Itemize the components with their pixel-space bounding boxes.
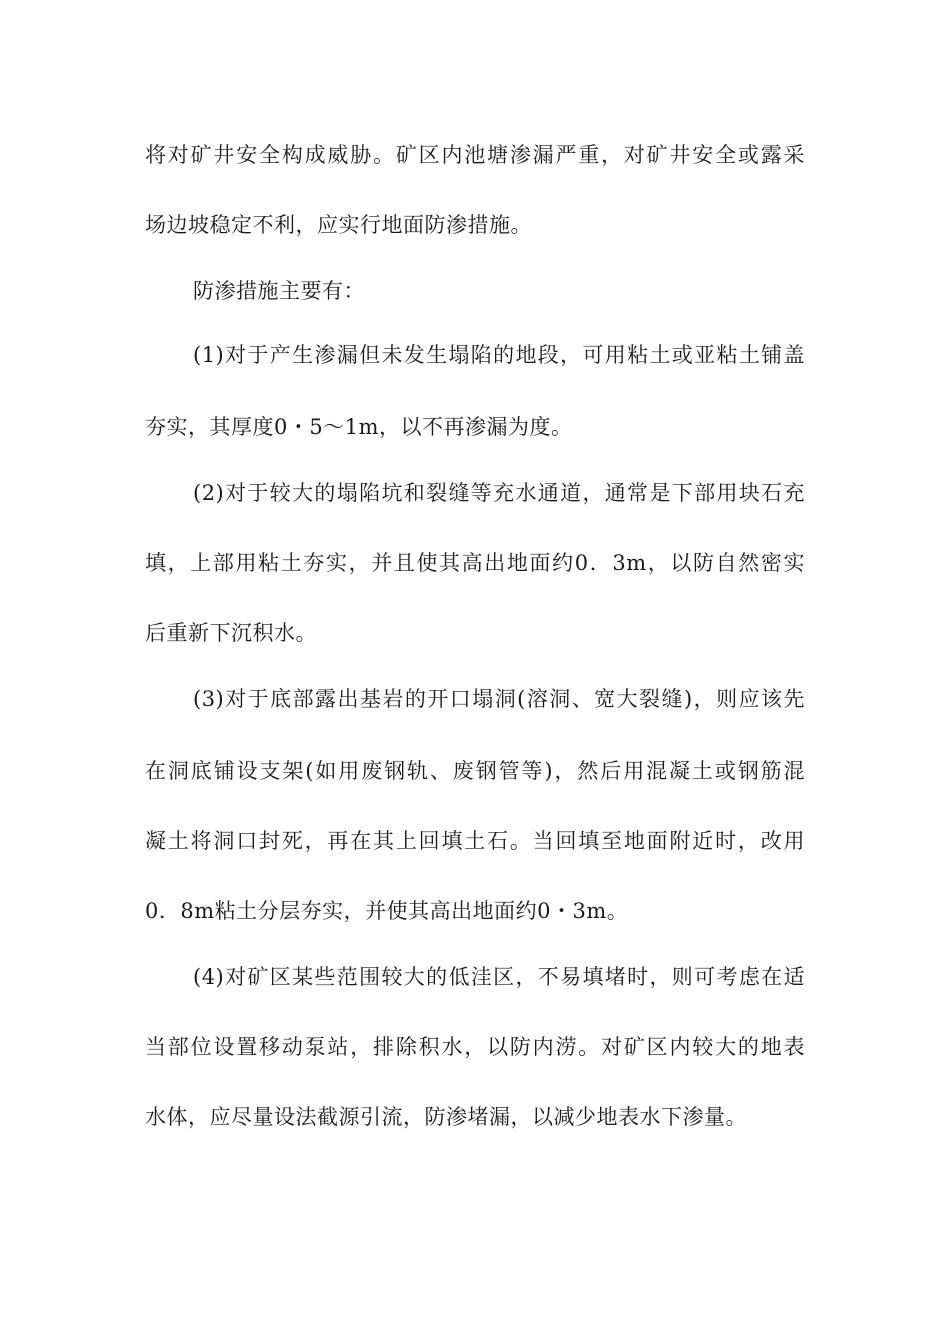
text-line: 防渗措施主要有： [193,279,365,303]
text-line: 后重新下沉积水。 [145,621,317,645]
text-line: (2)对于较大的塌陷坑和裂缝等充水通道，通常是下部用块石充 [193,481,805,505]
text-line: 0．8m粘土分层夯实，并使其高出地面约0・3m。 [145,899,629,923]
text-line: 夯实，其厚度0・5～1m，以不再渗漏为度。 [145,415,573,439]
text-line: 在洞底铺设支架(如用废钢轨、废钢管等)，然后用混凝土或钢筋混 [145,759,805,783]
text-line: (1)对于产生渗漏但未发生塌陷的地段，可用粘土或亚粘土铺盖 [193,343,805,367]
text-line: 水体，应尽量设法截源引流，防渗堵漏，以减少地表水下渗量。 [145,1105,747,1129]
text-line: 凝土将洞口封死，再在其上回填土石。当回填至地面附近时，改用 [145,829,805,853]
text-line: (4)对矿区某些范围较大的低洼区，不易填堵时，则可考虑在适 [193,965,805,989]
text-line: 场边坡稳定不利，应实行地面防渗措施。 [145,213,532,237]
text-line: (3)对于底部露出基岩的开口塌洞(溶洞、宽大裂缝)，则应该先 [193,687,805,711]
text-line: 将对矿井安全构成威胁。矿区内池塘渗漏严重，对矿井安全或露采 [145,143,805,167]
text-line: 当部位设置移动泵站，排除积水，以防内涝。对矿区内较大的地表 [145,1035,805,1059]
text-line: 填，上部用粘土夯实，并且使其高出地面约0．3m，以防自然密实 [145,551,805,575]
